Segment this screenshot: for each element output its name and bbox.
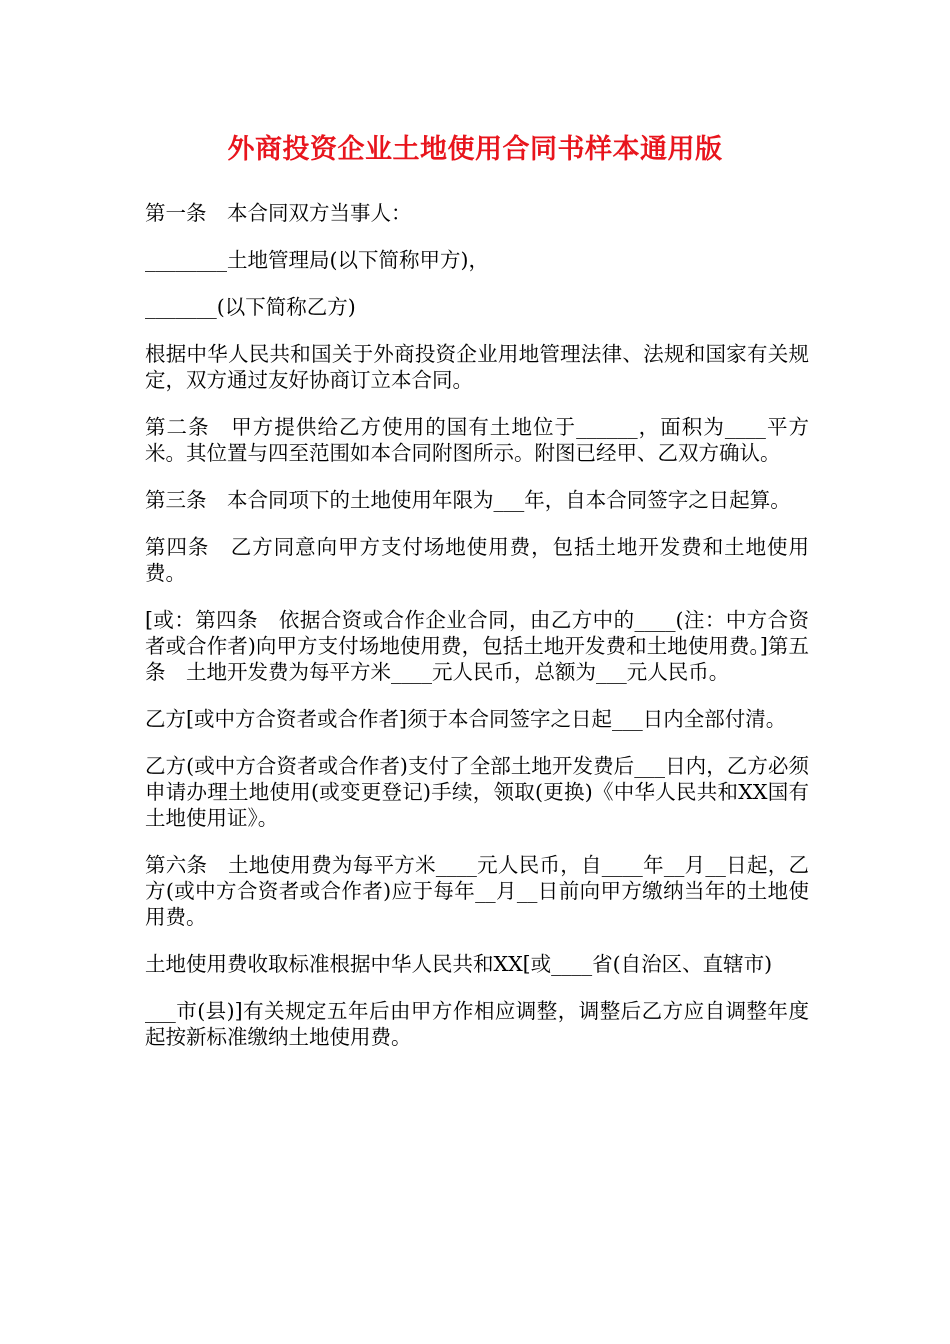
preamble-paragraph: 根据中华人民共和国关于外商投资企业用地管理法律、法规和国家有关规定，双方通过友好协商订立本合同。 [145,342,809,392]
party-b-line: _______(以下简称乙方) [145,295,356,319]
payment-deadline-paragraph: 乙方[或中方合资者或合作者]须于本合同签字之日起___日内全部付清。 [145,707,787,731]
clause-2-paragraph: 第二条 甲方提供给乙方使用的国有土地位于______，面积为____平方米。其位置与四至范围如本合同附图所示。附图已经甲、乙双方确认。 [145,415,809,465]
party-a-line: ________土地管理局(以下简称甲方)， [145,248,489,272]
registration-paragraph: 乙方(或中方合资者或合作者)支付了全部土地开发费后___日内，乙方必须申请办理土地使用(或变更登记)手续，领取(更换)《中华人民共和XX国有土地使用证》。 [145,754,809,830]
clause-6-paragraph: 第六条 土地使用费为每平方米____元人民币，自____年__月__日起，乙方(或中方合资者或合作者)应于每年__月__日前向甲方缴纳当年的土地使用费。 [145,853,809,929]
clause-4-alt-and-clause-5-paragraph: [或：第四条 依据合资或合作企业合同，由乙方中的____(注：中方合资者或合作者)向甲方支付场地使用费，包括土地开发费和土地使用费。]第五条 土地开发费为每平方米____元人民币，总额为___元人民币。 [145,608,809,684]
document-title: 外商投资企业土地使用合同书样本通用版 [227,134,723,165]
fee-adjustment-paragraph: ___市(县)]有关规定五年后由甲方作相应调整，调整后乙方应自调整年度起按新标准缴纳土地使用费。 [145,999,809,1049]
fee-standard-paragraph: 土地使用费收取标准根据中华人民共和XX[或____省(自治区、直辖市) [145,952,773,976]
clause-1-heading: 第一条 本合同双方当事人： [145,201,412,225]
clause-3-paragraph: 第三条 本合同项下的土地使用年限为___年，自本合同签字之日起算。 [145,488,791,512]
document-body [145,200,809,1071]
clause-4-paragraph: 第四条 乙方同意向甲方支付场地使用费，包括土地开发费和土地使用费。 [145,535,809,585]
